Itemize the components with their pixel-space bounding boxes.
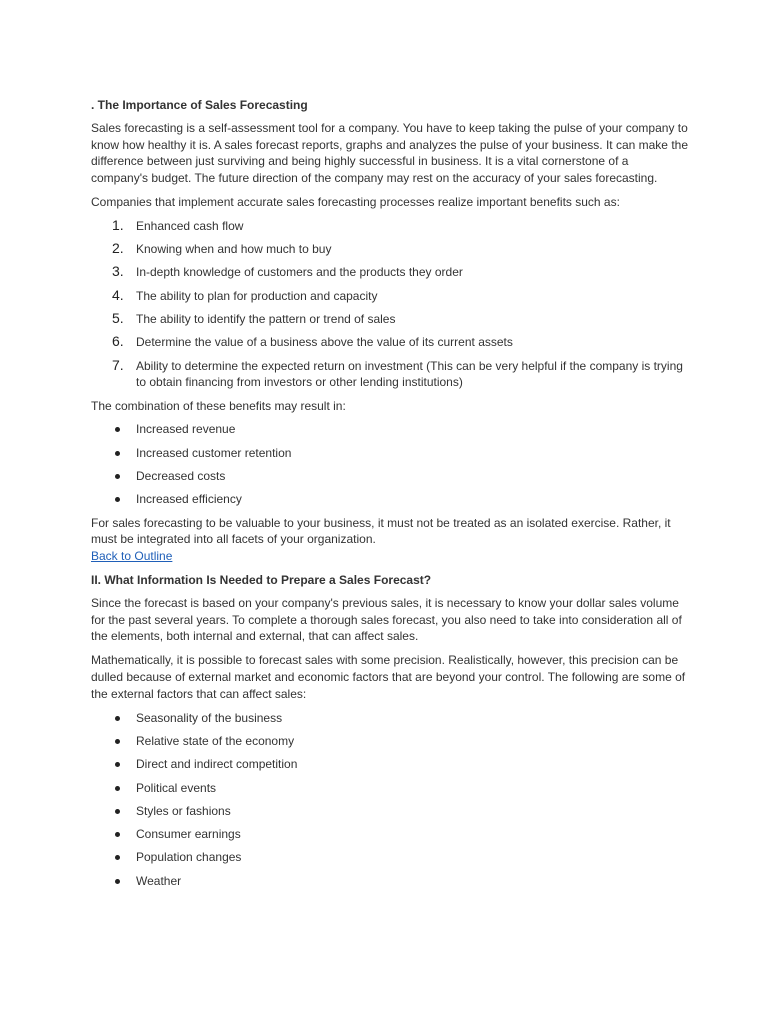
list-item — [91, 873, 688, 890]
list-item — [91, 288, 688, 305]
list-item — [91, 733, 688, 750]
list-item-text: Population changes — [136, 850, 242, 865]
list-item — [91, 218, 688, 235]
list-item — [91, 334, 688, 351]
list-item — [91, 358, 688, 392]
list-item-text: Increased customer retention — [136, 445, 292, 460]
list-item-text: Consumer earnings — [136, 827, 241, 842]
list-item-text: In-depth knowledge of customers and the products they order — [136, 265, 463, 280]
factors-list — [91, 710, 688, 890]
list-item — [91, 826, 688, 843]
list-item — [91, 445, 688, 462]
results-list — [91, 421, 688, 508]
bullet-icon — [115, 716, 120, 721]
list-number: 7. — [112, 356, 124, 373]
list-number: 2. — [112, 240, 124, 257]
list-number: 4. — [112, 286, 124, 303]
list-item-text: Knowing when and how much to buy — [136, 242, 332, 257]
list-item-text: Weather — [136, 873, 182, 888]
list-item — [91, 803, 688, 820]
bullet-icon — [115, 855, 120, 860]
list-item-text: Enhanced cash flow — [136, 218, 244, 233]
list-number: 6. — [112, 333, 124, 350]
section2-paragraph2: Mathematically, it is possible to forecast sales with some precision. Realistically, however, this precision can be dulled because of external market and economic factors that are beyond your control. The following are some of the external factors that can affect sales: — [91, 653, 686, 701]
list-item — [91, 311, 688, 328]
list-item-text: Political events — [136, 780, 217, 795]
bullet-icon — [115, 786, 120, 791]
list-item-text: Seasonality of the business — [136, 710, 283, 725]
list-item-text: Direct and indirect competition — [136, 757, 298, 772]
list-item-text: Relative state of the economy — [136, 733, 295, 748]
bullet-icon — [115, 451, 120, 456]
bullet-icon — [115, 832, 120, 837]
list-item — [91, 849, 688, 866]
list-number: 3. — [112, 263, 124, 280]
list-number: 1. — [112, 216, 124, 233]
section2-paragraph1: Since the forecast is based on your company's previous sales, it is necessary to know your dollar sales volume for the past several years. To complete a thorough sales forecast, you also need to take into consideration all of the elements, both internal and external, that can affect sales. — [91, 595, 682, 644]
section1-paragraph1: Sales forecasting is a self-assessment tool for a company. You have to keep taking the pulse of your company to know how healthy it is. A sales forecast reports, graphs and analyzes the pulse of your business. It can make the difference between just surviving and being highly successful in business. It is a vital cornerstone of a company's budget. The future direction of the company may rest on the accuracy of your sales forecasting. — [91, 120, 688, 186]
bullet-icon — [115, 879, 120, 884]
list-item-text: Increased efficiency — [136, 492, 242, 507]
section1-paragraph3: The combination of these benefits may result in: — [91, 398, 346, 413]
list-item — [91, 491, 688, 508]
section2-heading: II. What Information Is Needed to Prepare a Sales Forecast? — [91, 573, 432, 588]
list-item-text: Increased revenue — [136, 422, 236, 437]
bullet-icon — [115, 474, 120, 479]
list-item — [91, 468, 688, 485]
list-item — [91, 756, 688, 773]
list-item-text: The ability to plan for production and capacity — [136, 288, 378, 303]
list-item-text: Ability to determine the expected return on investment (This can be very helpful if the company is trying to obtain financing from investors or other lending institutions) — [136, 358, 683, 390]
list-item — [91, 710, 688, 727]
list-item — [91, 264, 688, 281]
list-item — [91, 780, 688, 797]
list-item-text: Styles or fashions — [136, 803, 231, 818]
list-number: 5. — [112, 309, 124, 326]
list-item — [91, 421, 688, 438]
list-item-text: The ability to identify the pattern or trend of sales — [136, 311, 396, 326]
section1-paragraph4: For sales forecasting to be valuable to your business, it must not be treated as an isolated exercise. Rather, it must be integrated into all facets of your organization. — [91, 515, 671, 547]
bullet-icon — [115, 427, 120, 432]
list-item-text: Decreased costs — [136, 469, 226, 484]
bullet-icon — [115, 809, 120, 814]
section1-paragraph2: Companies that implement accurate sales forecasting processes realize important benefits such as: — [91, 194, 620, 209]
back-to-outline-link[interactable]: Back to Outline — [91, 549, 173, 564]
section1-heading: . The Importance of Sales Forecasting — [91, 98, 308, 112]
benefits-list — [91, 218, 688, 391]
list-item — [91, 241, 688, 258]
bullet-icon — [115, 762, 120, 767]
bullet-icon — [115, 497, 120, 502]
list-item-text: Determine the value of a business above the value of its current assets — [136, 335, 513, 350]
bullet-icon — [115, 739, 120, 744]
